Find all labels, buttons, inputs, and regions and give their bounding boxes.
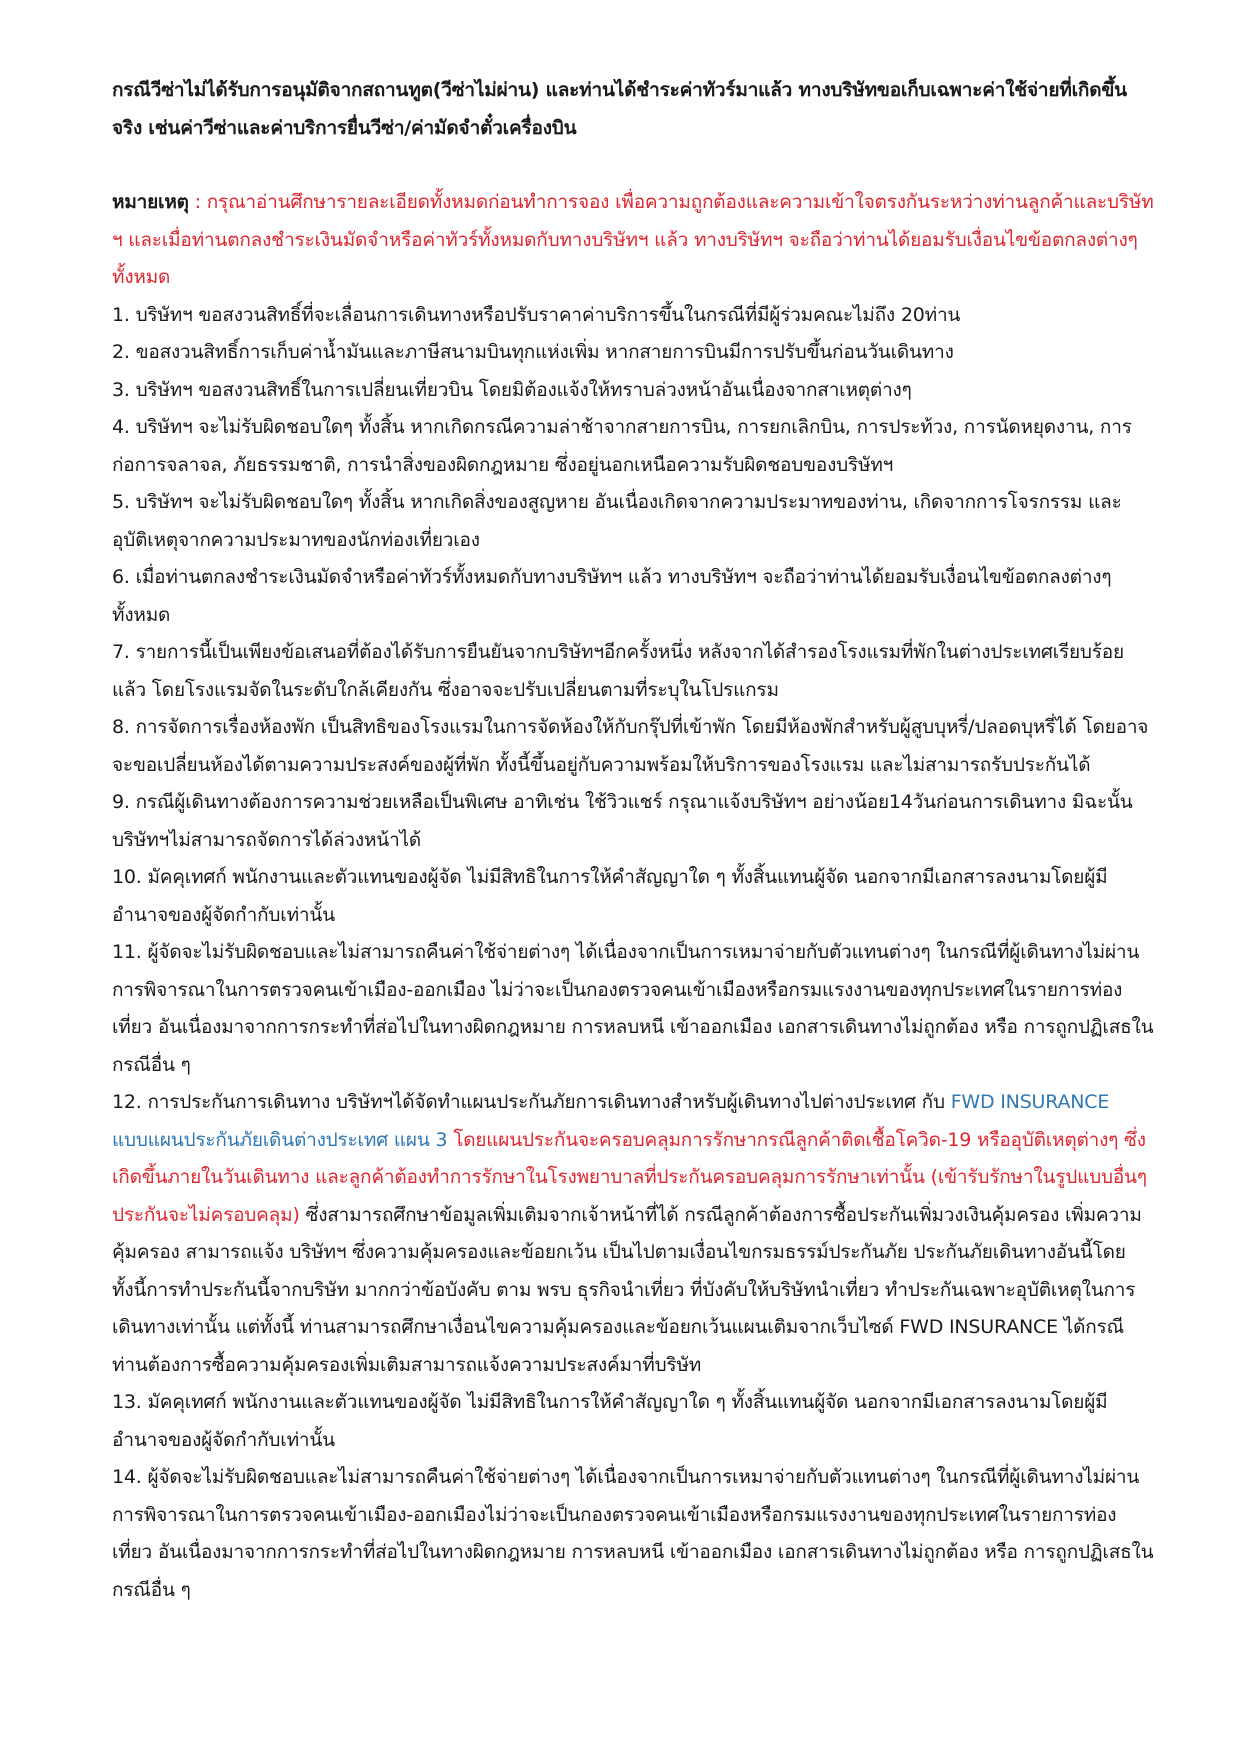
condition-item-4: 4. บริษัทฯ จะไม่รับผิดชอบใดๆ ทั้งสิ้น หากเกิดกรณีความล่าช้าจากสายการบิน, การยกเลิกบิน, การประท้วง, การนัดหยุดงาน, การก่อการจลาจล, ภัยธรรมชาติ, การนำสิ่งของผิดกฎหมาย ซึ่งอยู่นอกเหนือความรับผิดชอบของบริษัทฯ — [112, 416, 1132, 476]
condition-item-12 — [112, 1084, 1154, 1384]
remark-paragraph — [112, 184, 1154, 297]
condition-item-11: 11. ผู้จัดจะไม่รับผิดชอบและไม่สามารถคืนค่าใช้จ่ายต่างๆ ได้เนื่องจากเป็นการเหมาจ่ายกับตัวแทนต่างๆ ในกรณีที่ผู้เดินทางไม่ผ่านการพิจารณาในการตรวจคนเข้าเมือง-ออกเมือง ไม่ว่าจะเป็นกองตรวจคนเข้าเมืองหรือกรมแรงงานของทุกประเทศในรายการท่องเที่ยว อันเนื่องมาจากการกระทำที่ส่อไปในทางผิดกฎหมาย การหลบหนี เข้าออกเมือง เอกสารเดินทางไม่ถูกต้อง หรือ การถูกปฏิเสธในกรณีอื่น ๆ — [112, 941, 1154, 1076]
insurance-text-intro: 12. การประกันการเดินทาง บริษัทฯได้จัดทำแผนประกันภัยการเดินทางสำหรับผู้เดินทางไปต่างประเทศ กับ — [112, 1091, 951, 1113]
condition-item-5: 5. บริษัทฯ จะไม่รับผิดชอบใดๆ ทั้งสิ้น หากเกิดสิ่งของสูญหาย อันเนื่องเกิดจากความประมาทของท่าน, เกิดจากการโจรกรรม และ อุบัติเหตุจากความประมาทของนักท่องเที่ยวเอง — [112, 491, 1122, 551]
visa-rejection-note: กรณีวีซ่าไม่ได้รับการอนุมัติจากสถานทูต(วีซ่าไม่ผ่าน) และท่านได้ชำระค่าทัวร์มาแล้ว ทางบริษัทขอเก็บเฉพาะค่าใช้จ่ายที่เกิดขึ้นจริง เช่นค่าวีซ่าและค่าบริการยื่นวีซ่า/ค่ามัดจำตั๋วเครื่องบิน — [112, 79, 1127, 139]
condition-item-2: 2. ขอสงวนสิทธิ์การเก็บค่าน้ำมันและภาษีสนามบินทุกแห่งเพิ่ม หากสายการบินมีการปรับขึ้นก่อนวันเดินทาง — [112, 341, 954, 363]
condition-item-13: 13. มัคคุเทศก์ พนักงานและตัวแทนของผู้จัด ไม่มีสิทธิในการให้คำสัญญาใด ๆ ทั้งสิ้นแทนผู้จัด นอกจากมีเอกสารลงนามโดยผู้มีอำนาจของผู้จัดกำกับเท่านั้น — [112, 1391, 1108, 1451]
condition-item-6: 6. เมื่อท่านตกลงชำระเงินมัดจำหรือค่าทัวร์ทั้งหมดกับทางบริษัทฯ แล้ว ทางบริษัทฯ จะถือว่าท่านได้ยอมรับเงื่อนไขข้อตกลงต่างๆ ทั้งหมด — [112, 566, 1112, 626]
condition-item-1: 1. บริษัทฯ ขอสงวนสิทธิ์ที่จะเลื่อนการเดินทางหรือปรับราคาค่าบริการขึ้นในกรณีที่มีผู้ร่วมคณะไม่ถึง 20ท่าน — [112, 303, 961, 326]
condition-item-3: 3. บริษัทฯ ขอสงวนสิทธิ์ในการเปลี่ยนเที่ยวบิน โดยมิต้องแจ้งให้ทราบล่วงหน้าอันเนื่องจากสาเหตุต่างๆ — [112, 378, 912, 401]
document-page — [112, 72, 1154, 1609]
insurance-text-details: ซึ่งสามารถศึกษาข้อมูลเพิ่มเติมจากเจ้าหน้าที่ได้ กรณีลูกค้าต้องการซื้อประกันเพิ่มวงเงินคุ้มครอง เพิ่มความคุ้มครอง สามารถแจ้ง บริษัทฯ ซึ่งความคุ้มครองและข้อยกเว้น เป็นไปตามเงื่อนไขกรมธรรม์ประกันภัย ประกันภัยเดินทางอันนี้โดยทั้งนี้การทำประกันนี้จากบริษัท มากกว่าข้อบังคับ ตาม พรบ ธุรกิจนำเที่ยว ที่บังคับให้บริษัทนำเที่ยว ทำประกันเฉพาะอุบัติเหตุในการเดินทางเท่านั้น แต่ทั้งนี้ ท่านสามารถศึกษาเงื่อนไขความคุ้มครองและข้อยกเว้นแผนเติมจากเว็บไซด์ FWD INSURANCE ได้กรณีท่านต้องการซื้อความคุ้มครองเพิ่มเติมสามารถแจ้งความประสงค์มาที่บริษัท — [112, 1203, 1142, 1376]
remark-text: กรุณาอ่านศึกษารายละเอียดทั้งหมดก่อนทำการจอง เพื่อความถูกต้องและความเข้าใจตรงกันระหว่างท่านลูกค้าและบริษัท ฯ และเมื่อท่านตกลงชำระเงินมัดจำหรือค่าทัวร์ทั้งหมดกับทางบริษัทฯ แล้ว ทางบริษัทฯ จะถือว่าท่านได้ยอมรับเงื่อนไขข้อตกลงต่างๆ ทั้งหมด — [112, 191, 1154, 288]
insurance-coverage-note: โดยแผนประกันจะครอบคลุมการรักษากรณีลูกค้าติดเชื้อโควิด-19 หรืออุบัติเหตุต่างๆ ซึ่งเกิดขึ้นภายในวันเดินทาง และลูกค้าต้องทำการรักษาในโรงพยาบาลที่ประกันครอบคลุมการรักษาเท่านั้น (เข้ารับรักษาในรูปแบบอื่นๆประกันจะไม่ครอบคลุม) — [112, 1128, 1147, 1226]
remark-separator: : — [188, 191, 207, 213]
condition-item-7: 7. รายการนี้เป็นเพียงข้อเสนอที่ต้องได้รับการยืนยันจากบริษัทฯอีกครั้งหนึ่ง หลังจากได้สำรองโรงแรมที่พักในต่างประเทศเรียบร้อยแล้ว โดยโรงแรมจัดในระดับใกล้เคียงกัน ซึ่งอาจจะปรับเปลี่ยนตามที่ระบุในโปรแกรม — [112, 641, 1124, 701]
condition-item-8: 8. การจัดการเรื่องห้องพัก เป็นสิทธิของโรงแรมในการจัดห้องให้กับกรุ๊ปที่เข้าพัก โดยมีห้องพักสำหรับผู้สูบบุหรี่/ปลอดบุหรี่ได้ โดยอาจจะขอเปลี่ยนห้องได้ตามความประสงค์ของผู้ที่พัก ทั้งนี้ขึ้นอยู่กับความพร้อมให้บริการของโรงแรม และไม่สามารถรับประกันได้ — [112, 716, 1149, 776]
condition-item-10: 10. มัคคุเทศก์ พนักงานและตัวแทนของผู้จัด ไม่มีสิทธิในการให้คำสัญญาใด ๆ ทั้งสิ้นแทนผู้จัด นอกจากมีเอกสารลงนามโดยผู้มีอำนาจของผู้จัดกำกับเท่านั้น — [112, 866, 1108, 926]
condition-item-9: 9. กรณีผู้เดินทางต้องการความช่วยเหลือเป็นพิเศษ อาทิเช่น ใช้วิวแชร์ กรุณาแจ้งบริษัทฯ อย่างน้อย14วันก่อนการเดินทาง มิฉะนั้น บริษัทฯไม่สามารถจัดการได้ล่วงหน้าได้ — [112, 791, 1133, 851]
condition-item-14: 14. ผู้จัดจะไม่รับผิดชอบและไม่สามารถคืนค่าใช้จ่ายต่างๆ ได้เนื่องจากเป็นการเหมาจ่ายกับตัวแทนต่างๆ ในกรณีที่ผู้เดินทางไม่ผ่านการพิจารณาในการตรวจคนเข้าเมือง-ออกเมืองไม่ว่าจะเป็นกองตรวจคนเข้าเมืองหรือกรมแรงงานของทุกประเทศในรายการท่องเที่ยว อันเนื่องมาจากการกระทำที่ส่อไปในทางผิดกฎหมาย การหลบหนี เข้าออกเมือง เอกสารเดินทางไม่ถูกต้อง หรือ การถูกปฏิเสธในกรณีอื่น ๆ — [112, 1466, 1154, 1601]
insurance-plan-name: FWD INSURANCE แบบแผนประกันภัยเดินต่างประเทศ แผน 3 — [112, 1091, 1110, 1151]
remark-label: หมายเหตุ — [112, 191, 189, 213]
